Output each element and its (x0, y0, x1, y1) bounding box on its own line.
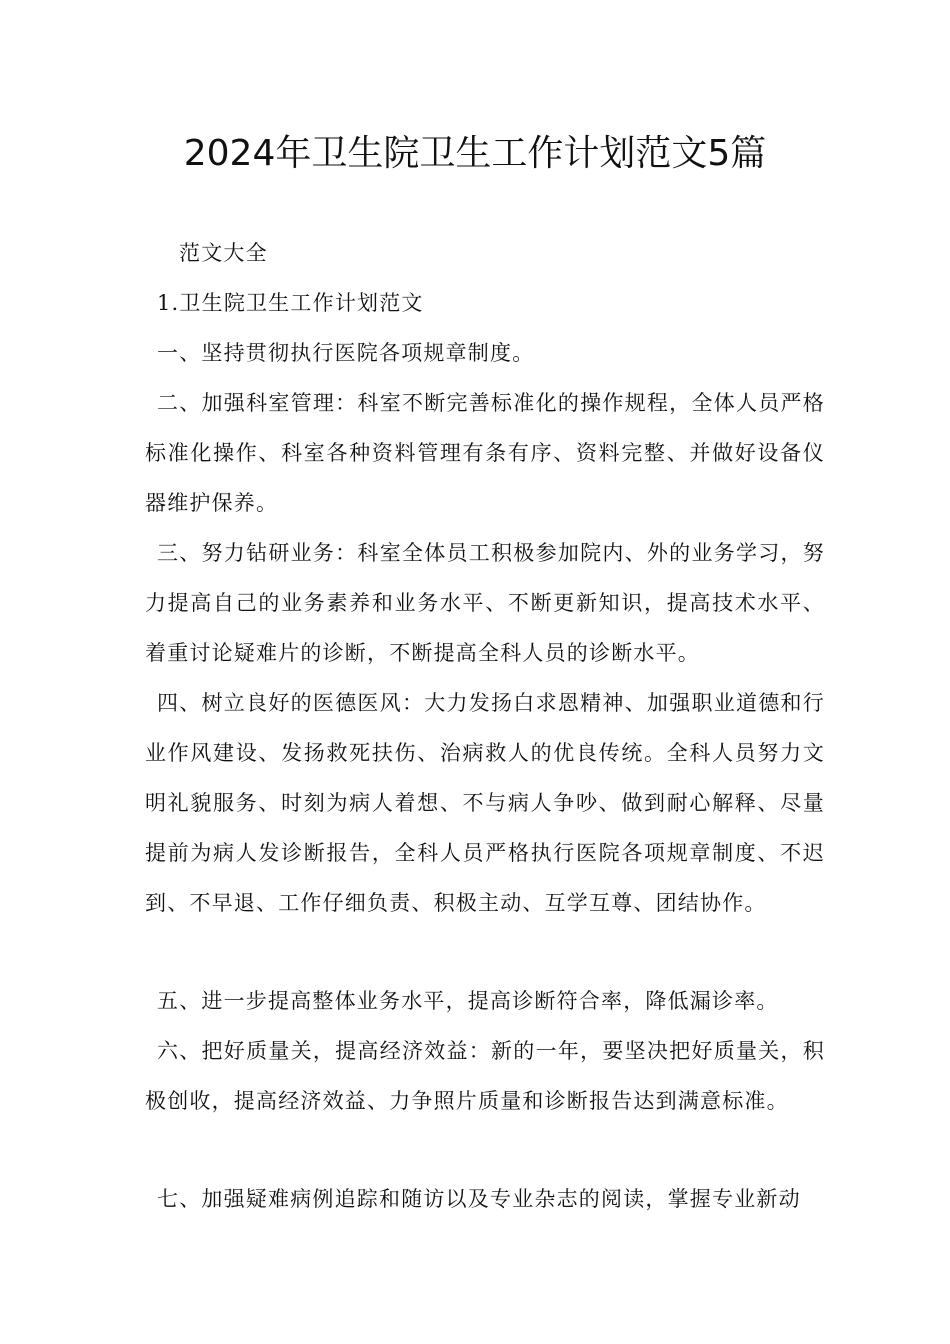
paragraph-2: 二、加强科室管理：科室不断完善标准化的操作规程，全体人员严格标准化操作、科室各种资料管理有条有序、资料完整、并做好设备仪器维护保养。 (145, 391, 825, 515)
paragraph-6: 六、把好质量关，提高经济效益：新的一年，要坚决把好质量关，积极创收，提高经济效益、力争照片质量和诊断报告达到满意标准。 (145, 1039, 825, 1113)
paragraph-3: 三、努力钻研业务：科室全体员工积极参加院内、外的业务学习，努力提高自己的业务素养和业务水平、不断更新知识，提高技术水平、着重讨论疑难片的诊断，不断提高全科人员的诊断水平。 (145, 541, 825, 665)
paragraph-1: 一、坚持贯彻执行医院各项规章制度。 (157, 341, 535, 365)
paragraph-4: 四、树立良好的医德医风：大力发扬白求恩精神、加强职业道德和行业作风建设、发扬救死扶伤、治病救人的优良传统。全科人员努力文明礼貌服务、时刻为病人着想、不与病人争吵、做到耐心解释、尽量提前为病人发诊断报告，全科人员严格执行医院各项规章制度、不迟到、不早退、工作仔细负责、积极主动、互学互尊、团结协作。 (145, 691, 825, 915)
sample-heading: 1.卫生院卫生工作计划范文 (157, 291, 424, 315)
section-label: 范文大全 (179, 241, 268, 265)
document-title: 2024年卫生院卫生工作计划范文5篇 (183, 133, 767, 174)
paragraph-5: 五、进一步提高整体业务水平，提高诊断符合率，降低漏诊率。 (157, 989, 779, 1013)
paragraph-7: 七、加强疑难病例追踪和随访以及专业杂志的阅读，掌握专业新动 (157, 1187, 801, 1211)
